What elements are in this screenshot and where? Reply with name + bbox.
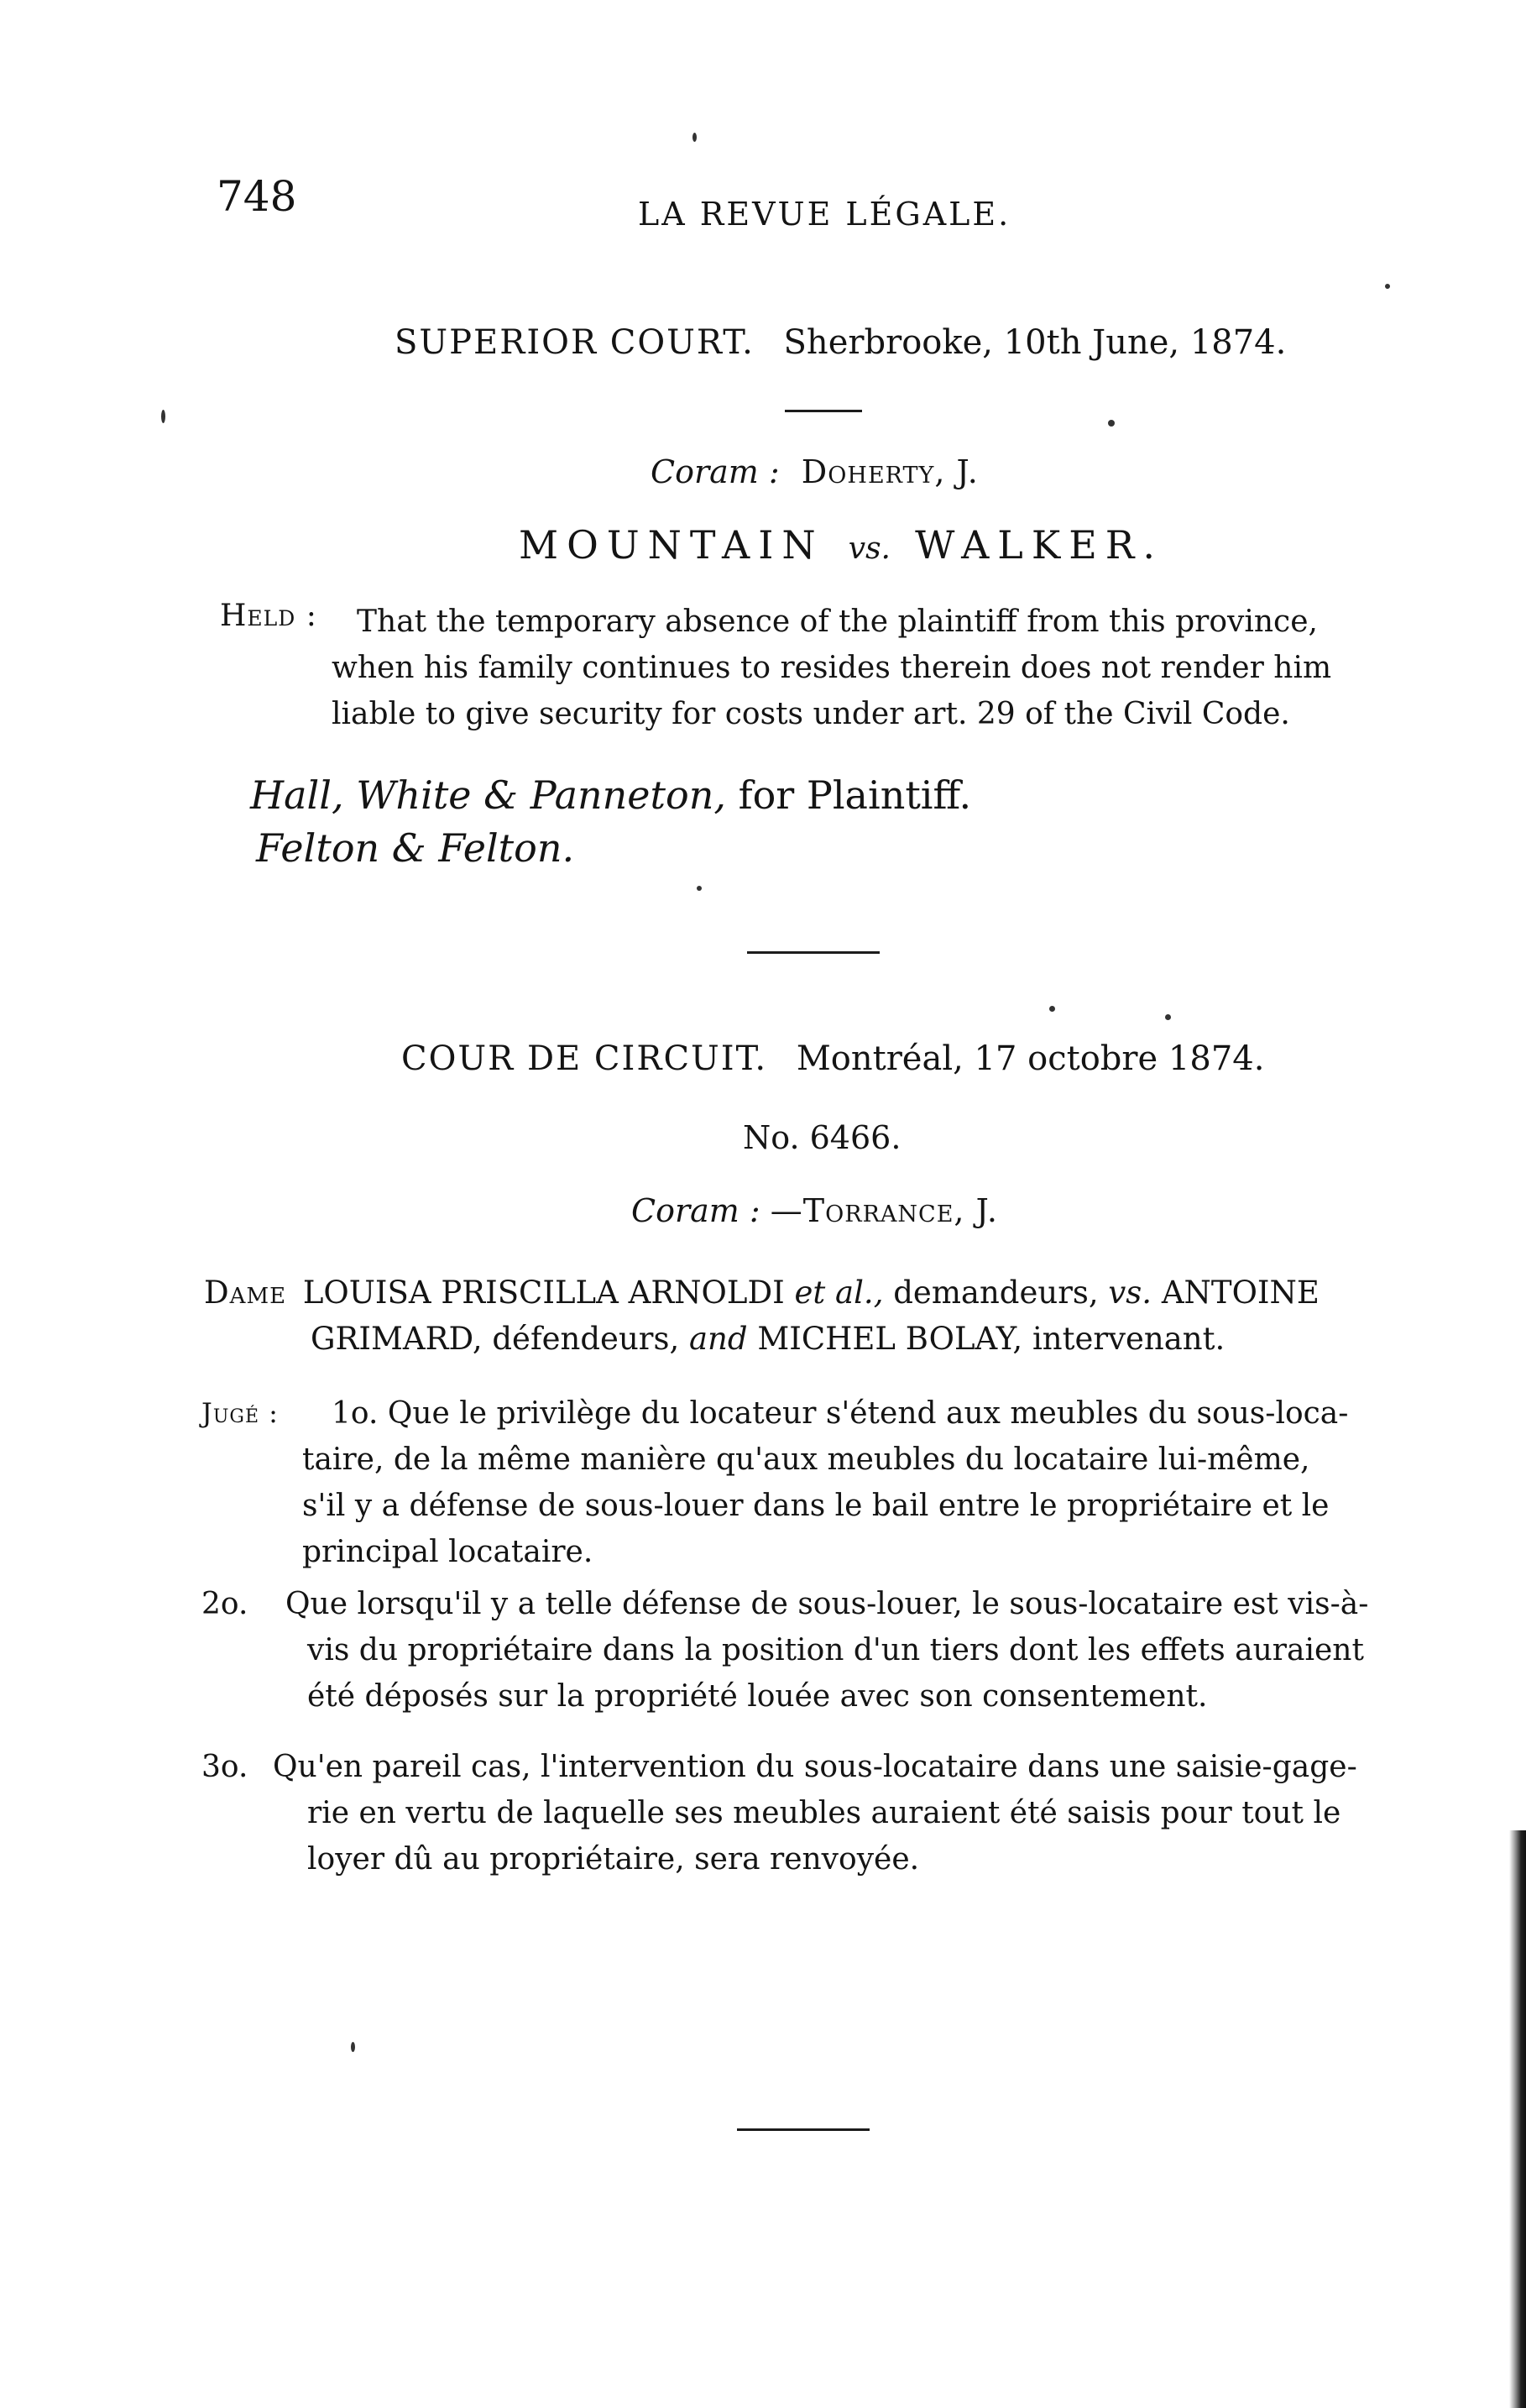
case2-parties-line-1 [204, 1275, 1320, 1311]
case2-and: and [689, 1321, 748, 1357]
case2-number: No. 6466. [743, 1119, 901, 1156]
scan-speck [1385, 284, 1390, 289]
case2-judge: —Torrance, J. [770, 1192, 998, 1229]
point-1-first-line [302, 1390, 1444, 1437]
case1-counsel-2: Felton & Felton. [256, 825, 575, 871]
case2-place-date: Montréal, 17 octobre 1874. [796, 1039, 1265, 1078]
case2-defendant: GRIMARD, [311, 1321, 483, 1357]
case2-court: COUR DE CIRCUIT. [401, 1039, 768, 1078]
point-2-line-2: vis du propriétaire dans la position d'un tiers dont les effets auraient [307, 1633, 1364, 1667]
point-3-line-3: loyer dû au propriétaire, sera renvoyée. [307, 1842, 920, 1877]
case1-coram [651, 453, 979, 490]
case1-court: SUPERIOR COURT. [395, 323, 755, 362]
scan-speck [161, 410, 165, 423]
point-3-line-2: rie en vertu de laquelle ses meubles auraient été saisis pour tout le [307, 1796, 1341, 1830]
held-line-2: when his family continues to resides therein does not render him [332, 651, 1332, 685]
held-line-1: That the temporary absence of the plaintiff from this province, [357, 605, 1318, 639]
scan-speck [1108, 420, 1115, 427]
scan-speck [1165, 1014, 1171, 1020]
case1-party1: MOUNTAIN [519, 522, 824, 568]
case2-coram-label: Coram : [631, 1192, 760, 1229]
case2-heading [401, 1039, 1264, 1078]
case2-point-1 [302, 1390, 1444, 1575]
running-title: LA REVUE LÉGALE. [638, 196, 1011, 233]
point-3-number: 3o. [201, 1750, 248, 1784]
counsel1-name: Hall, White & Panneton, [250, 772, 726, 818]
point-1-line-2: taire, de la même manière qu'aux meubles du locataire lui-même, [302, 1442, 1310, 1477]
bottom-rule [737, 2128, 870, 2131]
case1-held-label: Held : [220, 599, 317, 633]
page-number: 748 [217, 172, 297, 221]
case2-juge-label: Jugé : [201, 1397, 279, 1429]
case2-vs: vs. [1108, 1275, 1152, 1311]
section-divider-rule [747, 951, 880, 954]
scan-speck [697, 886, 702, 891]
point-1-line-1: Que le privilège du locateur s'étend aux meubles du sous-loca- [387, 1396, 1349, 1431]
case2-opponent: ANTOINE [1161, 1275, 1320, 1311]
case2-coram [631, 1192, 998, 1229]
case1-parties [519, 522, 1163, 568]
case2-defendant-role: défendeurs, [492, 1321, 680, 1357]
case2-intervenor: MICHEL BOLAY, [757, 1321, 1023, 1357]
scan-speck [692, 133, 697, 142]
point-1-number: 1o. [332, 1396, 379, 1431]
case2-parties-line-2 [311, 1321, 1225, 1357]
point-3-line-1: Qu'en pareil cas, l'intervention du sous-locataire dans une saisie-gage- [273, 1750, 1357, 1784]
case1-short-rule [785, 410, 862, 412]
case2-etal: et al., [794, 1275, 884, 1311]
case2-dame: Dame [204, 1275, 287, 1311]
point-1-line-4: principal locataire. [302, 1535, 593, 1569]
held-line-3: liable to give security for costs under art. 29 of the Civil Code. [332, 697, 1290, 731]
case1-judge: Doherty, J. [801, 453, 979, 490]
point-2-line-1: Que lorsqu'il y a telle défense de sous-louer, le sous-locataire est vis-à- [285, 1587, 1369, 1621]
case1-place-date: Sherbrooke, 10th June, 1874. [783, 323, 1287, 362]
case1-vs: vs. [848, 531, 891, 566]
case2-plaintiff: LOUISA PRISCILLA ARNOLDI [302, 1275, 785, 1311]
case1-held-text [332, 599, 1440, 737]
case1-party2: WALKER. [915, 522, 1164, 568]
page-spine-shadow [1509, 1830, 1526, 2408]
scan-speck [351, 2042, 355, 2052]
point-2-line-3: été déposés sur la propriété louée avec son consentement. [307, 1679, 1208, 1714]
case2-plaintiff-role: demandeurs, [893, 1275, 1099, 1311]
case1-counsel-1 [250, 772, 971, 818]
point-1-line-3: s'il y a défense de sous-louer dans le bail entre le propriétaire et le [302, 1489, 1330, 1523]
case2-intervenor-role: intervenant. [1032, 1321, 1226, 1357]
case2-point-3 [273, 1744, 1444, 1882]
counsel1-role: for Plaintiff. [738, 772, 972, 818]
case1-coram-label: Coram : [651, 453, 780, 490]
scan-speck [1049, 1006, 1055, 1012]
point-2-number: 2o. [201, 1587, 248, 1621]
case1-heading [395, 323, 1286, 362]
case2-point-2 [285, 1581, 1444, 1720]
